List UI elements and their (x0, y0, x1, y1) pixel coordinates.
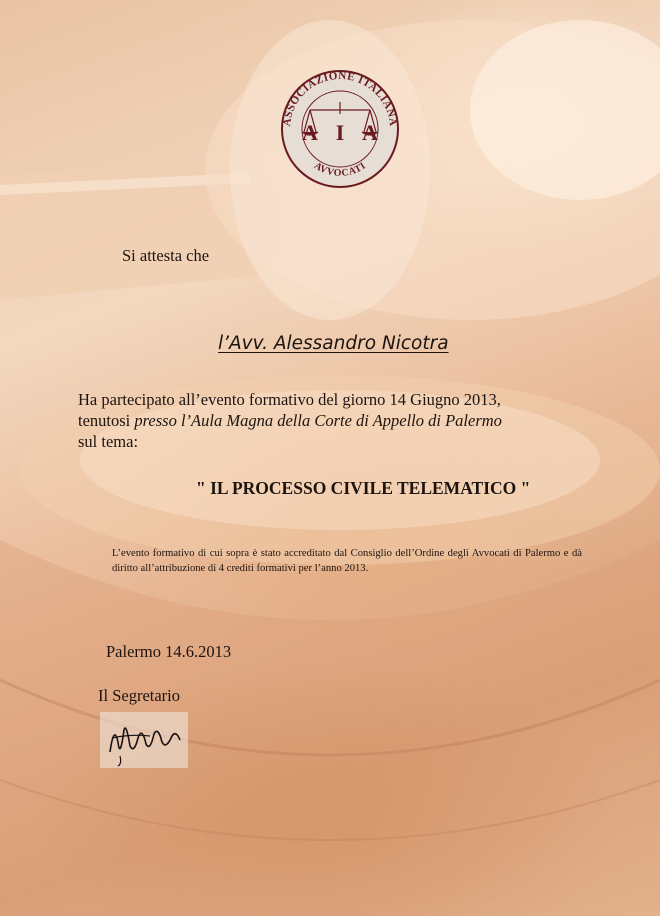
seal-letter-a-right: A (362, 120, 378, 145)
accreditation-note: L’evento formativo di cui sopra è stato accreditato dal Consiglio dell’Ordine degli Avvocati di Palermo e dà diritto all’attribuzione di 4 crediti formativi per l’anno 2013. (112, 548, 582, 574)
venue-prefix: tenutosi (78, 411, 135, 430)
seal-letter-i: I (335, 120, 345, 145)
seal-arc-top: ASSOCIAZIONE ITALIANA (280, 69, 400, 128)
handwritten-signature (100, 712, 188, 768)
seal-letter-a-left: A (302, 120, 318, 145)
theme-intro-line: sul tema: (78, 432, 139, 451)
signatory-title: Il Segretario (98, 686, 181, 705)
venue-name: presso l’Aula Magna della Corte di Appello di Palermo (134, 411, 502, 430)
seal-arc-bottom: AVVOCATI (311, 160, 369, 179)
event-description (78, 389, 502, 452)
place-and-date: Palermo 14.6.2013 (106, 642, 232, 661)
attestation-intro: Si attesta che (122, 246, 210, 265)
event-theme-title: " IL PROCESSO CIVILE TELEMATICO " (196, 478, 531, 498)
event-date-line: Ha partecipato all’evento formativo del giorno 14 Giugno 2013, (78, 390, 501, 409)
association-seal (272, 68, 408, 190)
event-venue-line (78, 410, 502, 431)
recipient-name: l’Avv. Alessandro Nicotra (218, 333, 449, 354)
